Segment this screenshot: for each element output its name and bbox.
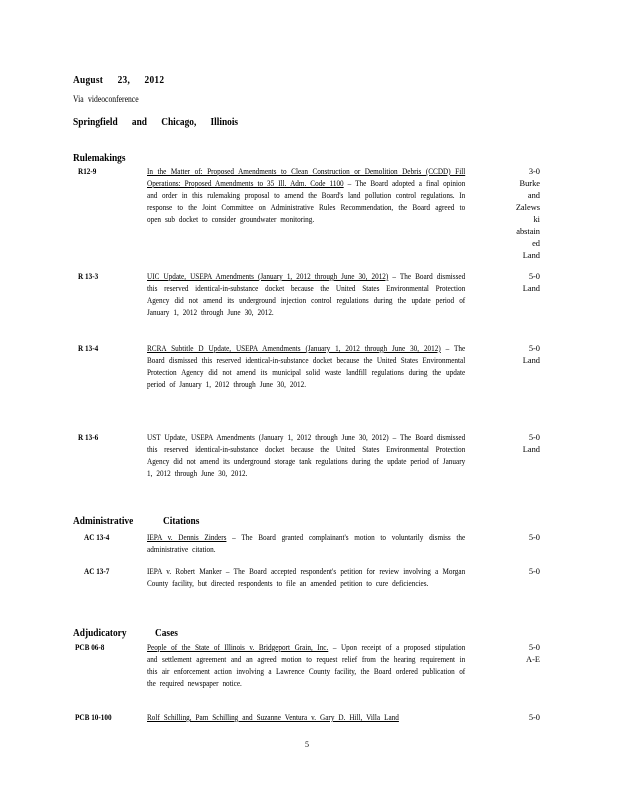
case-body: – The Board adopted a final opinion and order in this rulemaking proposal to amend the Board's land pollution control regulations. In response to the Joint Committee on Administrative Rules Recommendation, the Board agreed to open sub docket to consider groundwater monitoring. bbox=[147, 179, 466, 224]
docket-number: AC 13-4 bbox=[84, 533, 110, 542]
item-description bbox=[147, 532, 465, 556]
item-description bbox=[147, 343, 465, 391]
case-body: UST Update, USEPA Amendments (January 1, 2012 through June 30, 2012) – The Board dismissed this reserved identical-in-substance docket because the United States Environmental Protection Agency did not amend its underground storage tank regulations during the update period of January 1, 2012 through June 30, 2012. bbox=[147, 433, 466, 478]
case-body: IEPA v. Robert Manker – The Board accepted respondent's petition for review involving a Morgan County facility, but directed respondents to file an amended petition to cure deficiencies. bbox=[147, 567, 466, 588]
item-description bbox=[147, 166, 465, 226]
item-description bbox=[147, 566, 465, 590]
section-cases: Cases bbox=[155, 627, 178, 639]
vote-result: 5-0 bbox=[528, 713, 540, 722]
item-description bbox=[147, 271, 465, 319]
case-body: – The Board dismissed this reserved identical-in-substance docket because the United States Environmental Protection Agency did not amend its underground injection control regulations during the update period of January 1, 2012 through June 30, 2012. bbox=[147, 272, 466, 317]
item-description bbox=[147, 712, 465, 724]
section-citations: Citations bbox=[163, 515, 200, 527]
docket-number: R12-9 bbox=[78, 167, 97, 176]
vote-result: 5-0 Land bbox=[522, 344, 540, 365]
docket-number: PCB 06-8 bbox=[75, 643, 105, 652]
docket-number: R 13-3 bbox=[78, 272, 99, 281]
case-title: In the Matter of: Proposed Amendments to Clean Construction or Demolition Debris (CCDD) Fill Operations: Proposed Amendments to 35 Ill. Adm. Code 1100 bbox=[147, 167, 466, 188]
case-title: UIC Update, USEPA Amendments (January 1, 2012 through June 30, 2012) bbox=[147, 272, 389, 281]
case-body: – The Board dismissed this reserved identical-in-substance docket because the United States Environmental Protection Agency did not amend its municipal solid waste landfill regulations during the update period of January 1, 2012 through June 30, 2012. bbox=[147, 344, 466, 389]
case-title: Rolf Schilling, Pam Schilling and Suzanne Ventura v. Gary D. Hill, Villa Land bbox=[147, 713, 399, 722]
vote-result: 5-0 bbox=[528, 567, 540, 576]
case-title: IEPA v. Dennis Zinders bbox=[147, 533, 227, 542]
docket-number: R 13-4 bbox=[78, 344, 99, 353]
page-number: 5 bbox=[305, 740, 309, 749]
item-description bbox=[147, 432, 465, 480]
case-title: RCRA Subtitle D Update, USEPA Amendments (January 1, 2012 through June 30, 2012) bbox=[147, 344, 441, 353]
case-body: – Upon receipt of a proposed stipulation and settlement agreement and an agreed motion to request relief from the hearing requirement in this air enforcement action involving a Lawrence County facility, the Board ordered publication of the required newspaper notice. bbox=[147, 643, 466, 688]
vote-result: 5-0 A-E bbox=[526, 643, 540, 664]
vote-result: 3-0 Burke and Zalews ki abstain ed Land bbox=[515, 167, 540, 260]
vote-result: 5-0 Land bbox=[522, 272, 540, 293]
section-rulemakings: Rulemakings bbox=[73, 152, 126, 164]
docket-number: AC 13-7 bbox=[84, 567, 110, 576]
vote-result: 5-0 bbox=[528, 533, 540, 542]
meeting-location: Springfield and Chicago, Illinois bbox=[73, 116, 239, 128]
section-adjudicatory: Adjudicatory bbox=[73, 627, 127, 639]
docket-number: PCB 10-100 bbox=[75, 713, 112, 722]
meeting-via: Via videoconference bbox=[73, 94, 139, 104]
section-administrative: Administrative bbox=[73, 515, 134, 527]
case-body: – The Board granted complainant's motion to voluntarily dismiss the administrative citation. bbox=[147, 533, 466, 554]
vote-result: 5-0 Land bbox=[522, 433, 540, 454]
item-description bbox=[147, 642, 465, 690]
meeting-date: August 23, 2012 bbox=[73, 74, 165, 86]
docket-number: R 13-6 bbox=[78, 433, 99, 442]
case-title: People of the State of Illinois v. Bridgeport Grain, Inc. bbox=[147, 643, 329, 652]
